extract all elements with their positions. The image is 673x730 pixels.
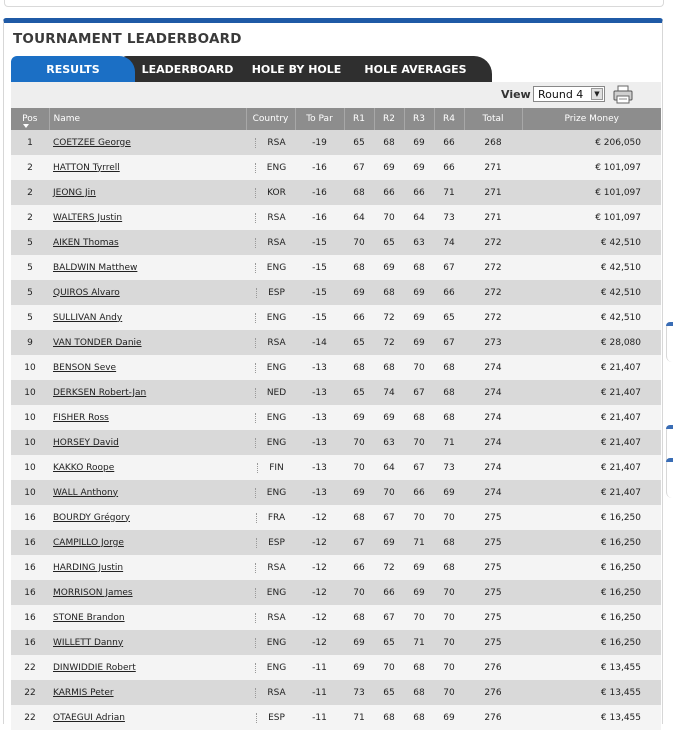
cell-pos: 16 <box>11 555 49 580</box>
cell-prize-money: € 21,407 <box>522 455 661 480</box>
player-name-link[interactable]: HARDING Justin <box>49 555 246 580</box>
cell-r4: 73 <box>434 205 464 230</box>
cell-r4: 71 <box>434 430 464 455</box>
table-row <box>11 430 661 455</box>
cell-pos: 16 <box>11 530 49 555</box>
cell-to-par: -16 <box>295 155 344 180</box>
cell-r2: 67 <box>374 505 404 530</box>
table-row <box>11 480 661 505</box>
cell-r2: 74 <box>374 380 404 405</box>
tab-hole-averages[interactable]: HOLE AVERAGES <box>364 63 467 76</box>
player-name-link[interactable]: HORSEY David <box>49 430 246 455</box>
cell-r3: 69 <box>404 555 434 580</box>
cell-country: ENG <box>246 155 295 180</box>
cell-total: 276 <box>464 680 522 705</box>
cell-total: 275 <box>464 555 522 580</box>
cell-to-par: -13 <box>295 380 344 405</box>
cell-r1: 66 <box>344 305 374 330</box>
cell-r1: 65 <box>344 130 374 155</box>
cell-r2: 66 <box>374 180 404 205</box>
cell-total: 272 <box>464 305 522 330</box>
cell-total: 275 <box>464 605 522 630</box>
cell-country: ENG <box>246 580 295 605</box>
cell-r3: 69 <box>404 330 434 355</box>
cell-prize-money: € 21,407 <box>522 355 661 380</box>
column-header-total[interactable]: Total <box>464 108 522 130</box>
cell-r3: 71 <box>404 530 434 555</box>
cell-r3: 69 <box>404 130 434 155</box>
cell-r1: 69 <box>344 655 374 680</box>
cell-r3: 69 <box>404 580 434 605</box>
cell-pos: 9 <box>11 330 49 355</box>
cell-to-par: -13 <box>295 405 344 430</box>
cell-r1: 71 <box>344 705 374 730</box>
cell-country: ESP <box>246 280 295 305</box>
cell-prize-money: € 42,510 <box>522 305 661 330</box>
player-name-link[interactable]: HATTON Tyrrell <box>49 155 246 180</box>
cell-r3: 69 <box>404 305 434 330</box>
cell-r4: 67 <box>434 255 464 280</box>
cell-r4: 70 <box>434 580 464 605</box>
cell-r2: 68 <box>374 130 404 155</box>
cell-pos: 2 <box>11 155 49 180</box>
cell-total: 272 <box>464 280 522 305</box>
cell-total: 274 <box>464 480 522 505</box>
cell-prize-money: € 42,510 <box>522 255 661 280</box>
cell-pos: 22 <box>11 655 49 680</box>
column-header-prize-money[interactable]: Prize Money <box>522 108 661 130</box>
cell-total: 272 <box>464 255 522 280</box>
player-name-link[interactable]: COETZEE George <box>49 130 246 155</box>
cell-r4: 68 <box>434 530 464 555</box>
table-row <box>11 255 661 280</box>
cell-total: 274 <box>464 455 522 480</box>
cell-r4: 74 <box>434 230 464 255</box>
cell-prize-money: € 13,455 <box>522 705 661 730</box>
player-name-link[interactable]: MORRISON James <box>49 580 246 605</box>
cell-prize-money: € 21,407 <box>522 430 661 455</box>
cell-r2: 70 <box>374 480 404 505</box>
cell-r3: 68 <box>404 405 434 430</box>
cell-r3: 68 <box>404 705 434 730</box>
cell-to-par: -13 <box>295 480 344 505</box>
top-frame <box>4 0 664 7</box>
cell-pos: 16 <box>11 580 49 605</box>
cell-total: 274 <box>464 405 522 430</box>
view-label: View <box>501 88 531 101</box>
cell-pos: 16 <box>11 505 49 530</box>
cell-r1: 66 <box>344 555 374 580</box>
cell-r3: 70 <box>404 605 434 630</box>
cell-prize-money: € 21,407 <box>522 480 661 505</box>
cell-total: 276 <box>464 655 522 680</box>
cell-prize-money: € 16,250 <box>522 605 661 630</box>
cell-prize-money: € 42,510 <box>522 280 661 305</box>
cell-country: RSA <box>246 605 295 630</box>
cell-country: ENG <box>246 655 295 680</box>
cell-r4: 66 <box>434 280 464 305</box>
cell-r4: 68 <box>434 380 464 405</box>
cell-r2: 68 <box>374 280 404 305</box>
cell-to-par: -15 <box>295 255 344 280</box>
cell-pos: 10 <box>11 355 49 380</box>
cell-to-par: -11 <box>295 680 344 705</box>
tab-hole-by-hole[interactable]: HOLE BY HOLE <box>251 63 342 76</box>
cell-r3: 67 <box>404 455 434 480</box>
cell-r2: 69 <box>374 405 404 430</box>
cell-r1: 70 <box>344 580 374 605</box>
player-name-link[interactable]: BALDWIN Matthew <box>49 255 246 280</box>
cell-to-par: -11 <box>295 655 344 680</box>
cell-total: 271 <box>464 205 522 230</box>
cell-r4: 69 <box>434 705 464 730</box>
cell-to-par: -14 <box>295 330 344 355</box>
cell-total: 271 <box>464 180 522 205</box>
cell-pos: 10 <box>11 405 49 430</box>
cell-r3: 68 <box>404 680 434 705</box>
cell-to-par: -12 <box>295 605 344 630</box>
cell-pos: 5 <box>11 305 49 330</box>
cell-pos: 5 <box>11 280 49 305</box>
cell-r1: 67 <box>344 155 374 180</box>
cell-r2: 72 <box>374 555 404 580</box>
cell-pos: 5 <box>11 255 49 280</box>
cell-r3: 63 <box>404 230 434 255</box>
cell-prize-money: € 16,250 <box>522 555 661 580</box>
cell-prize-money: € 16,250 <box>522 580 661 605</box>
column-header-r1[interactable]: R1 <box>344 108 374 130</box>
cell-r2: 64 <box>374 455 404 480</box>
cell-pos: 10 <box>11 455 49 480</box>
cell-r1: 69 <box>344 280 374 305</box>
cell-r4: 66 <box>434 130 464 155</box>
cell-to-par: -19 <box>295 130 344 155</box>
cell-country: ENG <box>246 430 295 455</box>
table-row <box>11 580 661 605</box>
cell-pos: 16 <box>11 605 49 630</box>
cell-to-par: -12 <box>295 630 344 655</box>
table-row <box>11 455 661 480</box>
cell-to-par: -13 <box>295 455 344 480</box>
player-name-link[interactable]: BOURDY Grégory <box>49 505 246 530</box>
leaderboard-panel <box>3 18 663 724</box>
table-row <box>11 705 661 730</box>
player-name-link[interactable]: KARMIS Peter <box>49 680 246 705</box>
cell-r3: 66 <box>404 480 434 505</box>
player-name-link[interactable]: OTAEGUI Adrian <box>49 705 246 730</box>
cell-total: 274 <box>464 355 522 380</box>
cell-r2: 65 <box>374 680 404 705</box>
cell-pos: 10 <box>11 380 49 405</box>
cell-r2: 65 <box>374 630 404 655</box>
cell-r3: 66 <box>404 180 434 205</box>
cell-prize-money: € 21,407 <box>522 380 661 405</box>
cell-country: RSA <box>246 680 295 705</box>
cell-r4: 71 <box>434 180 464 205</box>
cell-to-par: -12 <box>295 530 344 555</box>
cell-r1: 68 <box>344 355 374 380</box>
cell-total: 276 <box>464 705 522 730</box>
cell-r2: 69 <box>374 255 404 280</box>
cell-r4: 66 <box>434 155 464 180</box>
side-widget-edge <box>666 322 673 362</box>
cell-r4: 65 <box>434 305 464 330</box>
player-name-link[interactable]: CAMPILLO Jorge <box>49 530 246 555</box>
cell-r1: 69 <box>344 405 374 430</box>
cell-prize-money: € 16,250 <box>522 630 661 655</box>
cell-r1: 67 <box>344 530 374 555</box>
cell-pos: 22 <box>11 705 49 730</box>
table-row <box>11 230 661 255</box>
player-name-link[interactable]: STONE Brandon <box>49 605 246 630</box>
cell-country: RSA <box>246 330 295 355</box>
results-table <box>11 108 661 730</box>
cell-r1: 65 <box>344 330 374 355</box>
cell-r2: 66 <box>374 580 404 605</box>
cell-country: ESP <box>246 705 295 730</box>
cell-country: ENG <box>246 255 295 280</box>
cell-r3: 69 <box>404 280 434 305</box>
cell-r3: 68 <box>404 655 434 680</box>
cell-r1: 68 <box>344 605 374 630</box>
cell-r4: 68 <box>434 555 464 580</box>
cell-r2: 63 <box>374 430 404 455</box>
cell-country: ENG <box>246 630 295 655</box>
tab-results[interactable]: RESULTS <box>11 56 135 82</box>
cell-r2: 69 <box>374 155 404 180</box>
cell-r4: 70 <box>434 655 464 680</box>
cell-r3: 67 <box>404 380 434 405</box>
column-header-pos[interactable]: Pos <box>11 108 49 130</box>
cell-r1: 68 <box>344 505 374 530</box>
cell-prize-money: € 42,510 <box>522 230 661 255</box>
cell-prize-money: € 101,097 <box>522 180 661 205</box>
cell-total: 273 <box>464 330 522 355</box>
cell-r1: 68 <box>344 255 374 280</box>
player-name-link[interactable]: AIKEN Thomas <box>49 230 246 255</box>
column-header-r3[interactable]: R3 <box>404 108 434 130</box>
cell-total: 274 <box>464 380 522 405</box>
table-row <box>11 555 661 580</box>
cell-to-par: -12 <box>295 555 344 580</box>
cell-r2: 72 <box>374 305 404 330</box>
player-name-link[interactable]: WILLETT Danny <box>49 630 246 655</box>
cell-pos: 10 <box>11 480 49 505</box>
cell-r3: 70 <box>404 355 434 380</box>
table-row <box>11 205 661 230</box>
cell-prize-money: € 101,097 <box>522 205 661 230</box>
round-select[interactable] <box>533 86 605 102</box>
cell-country: RSA <box>246 130 295 155</box>
cell-country: KOR <box>246 180 295 205</box>
table-row <box>11 155 661 180</box>
cell-total: 275 <box>464 580 522 605</box>
player-name-link[interactable]: WALL Anthony <box>49 480 246 505</box>
cell-to-par: -15 <box>295 230 344 255</box>
cell-country: ESP <box>246 530 295 555</box>
cell-r3: 71 <box>404 630 434 655</box>
player-name-link[interactable]: QUIROS Alvaro <box>49 280 246 305</box>
table-row <box>11 655 661 680</box>
cell-to-par: -12 <box>295 580 344 605</box>
cell-total: 275 <box>464 530 522 555</box>
cell-r3: 70 <box>404 430 434 455</box>
cell-r2: 72 <box>374 330 404 355</box>
cell-to-par: -16 <box>295 205 344 230</box>
cell-country: ENG <box>246 305 295 330</box>
cell-to-par: -15 <box>295 280 344 305</box>
cell-to-par: -13 <box>295 355 344 380</box>
cell-to-par: -12 <box>295 505 344 530</box>
cell-country: FIN <box>246 455 295 480</box>
chevron-down-icon[interactable]: ▼ <box>591 88 603 100</box>
cell-r2: 69 <box>374 530 404 555</box>
cell-r1: 73 <box>344 680 374 705</box>
cell-r1: 70 <box>344 455 374 480</box>
cell-r2: 67 <box>374 605 404 630</box>
cell-r1: 64 <box>344 205 374 230</box>
tab-bar <box>11 56 661 82</box>
cell-to-par: -16 <box>295 180 344 205</box>
cell-prize-money: € 16,250 <box>522 505 661 530</box>
cell-r3: 69 <box>404 155 434 180</box>
cell-r4: 70 <box>434 605 464 630</box>
cell-pos: 2 <box>11 205 49 230</box>
cell-to-par: -13 <box>295 430 344 455</box>
table-row <box>11 530 661 555</box>
player-name-link[interactable]: JEONG Jin <box>49 180 246 205</box>
table-row <box>11 305 661 330</box>
player-name-link[interactable]: FISHER Ross <box>49 405 246 430</box>
table-row <box>11 180 661 205</box>
table-row <box>11 505 661 530</box>
cell-country: RSA <box>246 555 295 580</box>
side-widget-edge <box>666 458 673 498</box>
player-name-link[interactable]: DERKSEN Robert-Jan <box>49 380 246 405</box>
cell-pos: 10 <box>11 430 49 455</box>
cell-r1: 70 <box>344 230 374 255</box>
cell-pos: 1 <box>11 130 49 155</box>
cell-country: ENG <box>246 355 295 380</box>
cell-total: 268 <box>464 130 522 155</box>
table-row <box>11 380 661 405</box>
cell-r1: 69 <box>344 480 374 505</box>
table-row <box>11 605 661 630</box>
cell-prize-money: € 206,050 <box>522 130 661 155</box>
cell-pos: 22 <box>11 680 49 705</box>
table-header-row <box>11 108 661 130</box>
column-header-name[interactable]: Name <box>49 108 246 130</box>
cell-country: NED <box>246 380 295 405</box>
cell-total: 275 <box>464 630 522 655</box>
page-title: TOURNAMENT LEADERBOARD <box>13 31 242 47</box>
cell-r1: 69 <box>344 630 374 655</box>
results-area <box>11 82 661 729</box>
cell-r3: 64 <box>404 205 434 230</box>
player-name-link[interactable]: WALTERS Justin <box>49 205 246 230</box>
cell-total: 275 <box>464 505 522 530</box>
sort-arrow-icon <box>23 124 29 128</box>
table-row <box>11 130 661 155</box>
print-icon[interactable] <box>613 85 633 104</box>
table-row <box>11 280 661 305</box>
cell-prize-money: € 21,407 <box>522 405 661 430</box>
cell-r2: 70 <box>374 205 404 230</box>
table-row <box>11 630 661 655</box>
table-row <box>11 680 661 705</box>
cell-r4: 69 <box>434 480 464 505</box>
cell-country: ENG <box>246 405 295 430</box>
cell-prize-money: € 101,097 <box>522 155 661 180</box>
cell-r4: 68 <box>434 355 464 380</box>
column-header-country[interactable]: Country <box>246 108 295 130</box>
cell-r3: 68 <box>404 255 434 280</box>
cell-r1: 70 <box>344 430 374 455</box>
view-toolbar <box>11 82 661 108</box>
column-header-r2[interactable]: R2 <box>374 108 404 130</box>
cell-total: 274 <box>464 430 522 455</box>
column-header-to-par[interactable]: To Par <box>295 108 344 130</box>
player-name-link[interactable]: DINWIDDIE Robert <box>49 655 246 680</box>
cell-r2: 70 <box>374 655 404 680</box>
cell-total: 271 <box>464 155 522 180</box>
tab-leaderboard[interactable]: LEADERBOARD <box>141 63 234 76</box>
cell-r4: 68 <box>434 405 464 430</box>
cell-country: ENG <box>246 480 295 505</box>
player-name-link[interactable]: VAN TONDER Danie <box>49 330 246 355</box>
cell-country: RSA <box>246 230 295 255</box>
cell-prize-money: € 16,250 <box>522 530 661 555</box>
cell-prize-money: € 28,080 <box>522 330 661 355</box>
table-row <box>11 405 661 430</box>
cell-r4: 70 <box>434 630 464 655</box>
cell-country: RSA <box>246 205 295 230</box>
cell-r4: 70 <box>434 680 464 705</box>
cell-r2: 68 <box>374 355 404 380</box>
cell-prize-money: € 13,455 <box>522 655 661 680</box>
cell-to-par: -11 <box>295 705 344 730</box>
cell-pos: 2 <box>11 180 49 205</box>
cell-r2: 68 <box>374 705 404 730</box>
cell-r3: 70 <box>404 505 434 530</box>
table-row <box>11 355 661 380</box>
column-header-r4[interactable]: R4 <box>434 108 464 130</box>
player-name-link[interactable]: SULLIVAN Andy <box>49 305 246 330</box>
cell-pos: 5 <box>11 230 49 255</box>
cell-prize-money: € 13,455 <box>522 680 661 705</box>
cell-r1: 65 <box>344 380 374 405</box>
round-select-value: Round 4 <box>538 88 584 101</box>
cell-pos: 16 <box>11 630 49 655</box>
cell-country: FRA <box>246 505 295 530</box>
cell-to-par: -15 <box>295 305 344 330</box>
cell-r2: 65 <box>374 230 404 255</box>
player-name-link[interactable]: KAKKO Roope <box>49 455 246 480</box>
cell-r4: 70 <box>434 505 464 530</box>
table-row <box>11 330 661 355</box>
cell-total: 272 <box>464 230 522 255</box>
cell-r4: 67 <box>434 330 464 355</box>
player-name-link[interactable]: BENSON Seve <box>49 355 246 380</box>
cell-r4: 73 <box>434 455 464 480</box>
cell-r1: 68 <box>344 180 374 205</box>
